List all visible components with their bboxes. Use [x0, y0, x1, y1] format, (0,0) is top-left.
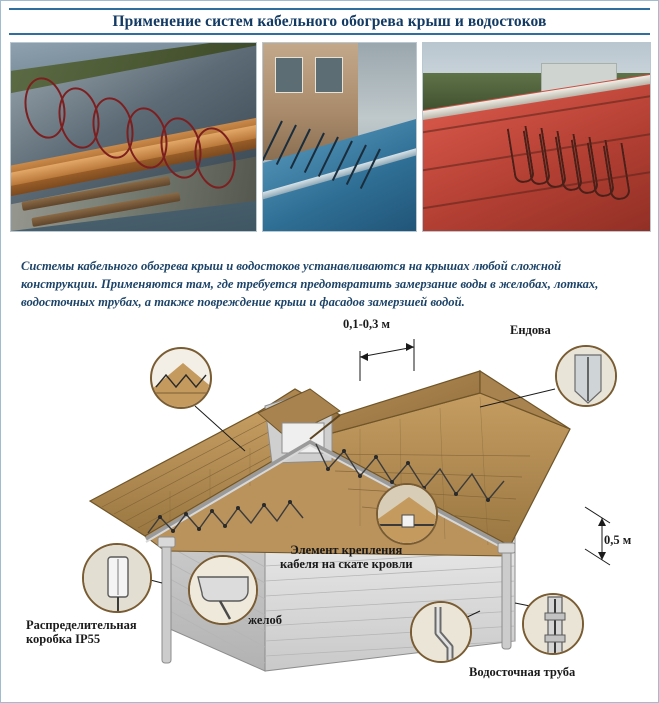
callout-downpipe-bottom — [410, 601, 472, 663]
photo-gutter-cable — [10, 42, 257, 232]
label-spacing: 0,1-0,3 м — [343, 317, 391, 331]
photo-red-roof — [422, 42, 651, 232]
callout-junction-box — [82, 543, 152, 613]
label-junction-box-line2: коробка IP55 — [26, 632, 101, 646]
photo-blue-roof — [262, 42, 417, 232]
intro-paragraph: Системы кабельного обогрева крыш и водостоков устанавливаются на крышах любой сложной конструкции. Применяются там, где требуется предотвратить замерзание воды в желобах, лотках, водосточных трубах, а также повреждение крыш и фасадов замерзшей водой. — [21, 258, 599, 309]
label-drop: 0,5 м — [604, 533, 632, 547]
photo2-window — [275, 57, 303, 93]
callout-valley — [555, 345, 617, 407]
label-junction-box — [26, 618, 137, 646]
dimension-spacing — [360, 339, 414, 381]
callout-roof-fastener — [376, 483, 438, 545]
house-diagram — [10, 311, 651, 696]
label-fastener-line2: кабеля на скате кровли — [280, 557, 413, 571]
label-junction-box-line1: Распределительная — [26, 618, 137, 632]
page-title — [9, 8, 650, 35]
callout-ridge-cable — [150, 347, 212, 409]
page-title-text: Применение систем кабельного обогрева крыш и водостоков — [112, 12, 547, 30]
label-fastener — [280, 543, 413, 571]
label-fastener-line1: Элемент крепления — [290, 543, 403, 557]
photo2-window — [315, 57, 343, 93]
callout-downpipe — [522, 593, 584, 655]
label-downpipe: Водосточная труба — [469, 665, 576, 679]
photo-strip — [10, 42, 651, 232]
label-gutter: желоб — [248, 613, 282, 627]
label-valley: Ендова — [510, 323, 551, 337]
